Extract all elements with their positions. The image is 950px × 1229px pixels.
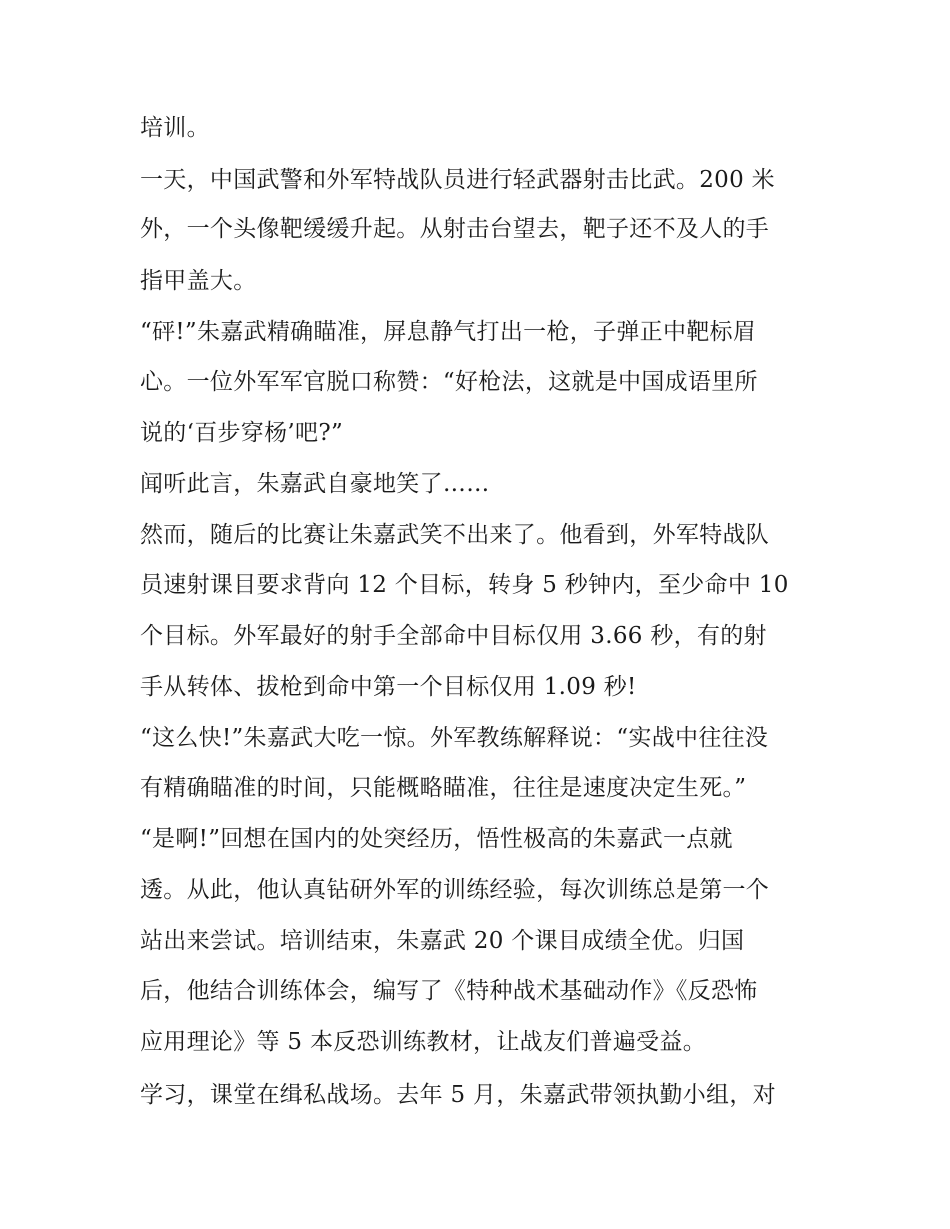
text-line: 培训。 [140, 115, 210, 141]
text-line: 一天，中国武警和外军特战队员进行轻武器射击比武。200 米 [140, 167, 775, 193]
text-line: 手从转体、拔枪到命中第一个目标仅用 1.09 秒! [140, 674, 637, 700]
text-line: 应用理论》等 5 本反恐训练教材，让战友们普遍受益。 [140, 1029, 707, 1055]
text-line: “是啊!”回想在国内的处突经历，悟性极高的朱嘉武一点就 [140, 826, 733, 852]
text-line: 心。一位外军军官脱口称赞：“好枪法，这就是中国成语里所 [140, 369, 758, 395]
text-line: “这么快!”朱嘉武大吃一惊。外军教练解释说：“实战中往往没 [140, 725, 769, 751]
text-line: 后，他结合训练体会，编写了《特种战术基础动作》《反恐怖 [140, 978, 758, 1004]
text-line: 透。从此，他认真钻研外军的训练经验，每次训练总是第一个 [140, 877, 770, 903]
text-line: “砰!”朱嘉武精确瞄准，屏息静气打出一枪，子弹正中靶标眉 [140, 319, 757, 345]
text-line: 学习，课堂在缉私战场。去年 5 月，朱嘉武带领执勤小组，对 [140, 1082, 776, 1108]
text-line: 然而，随后的比赛让朱嘉武笑不出来了。他看到，外军特战队 [140, 522, 770, 548]
text-line: 有精确瞄准的时间，只能概略瞄准，往往是速度决定生死。” [140, 775, 747, 801]
text-line: 外，一个头像靶缓缓升起。从射击台望去，靶子还不及人的手 [140, 216, 770, 242]
text-line: 指甲盖大。 [140, 268, 257, 294]
text-line: 员速射课目要求背向 12 个目标，转身 5 秒钟内，至少命中 10 [140, 572, 789, 598]
text-line: 说的‘百步穿杨’吧?” [140, 420, 344, 446]
text-line: 站出来尝试。培训结束，朱嘉武 20 个课目成绩全优。归国 [140, 928, 745, 954]
text-line: 闻听此言，朱嘉武自豪地笑了…… [140, 471, 490, 497]
text-line: 个目标。外军最好的射手全部命中目标仅用 3.66 秒，有的射 [140, 623, 767, 649]
